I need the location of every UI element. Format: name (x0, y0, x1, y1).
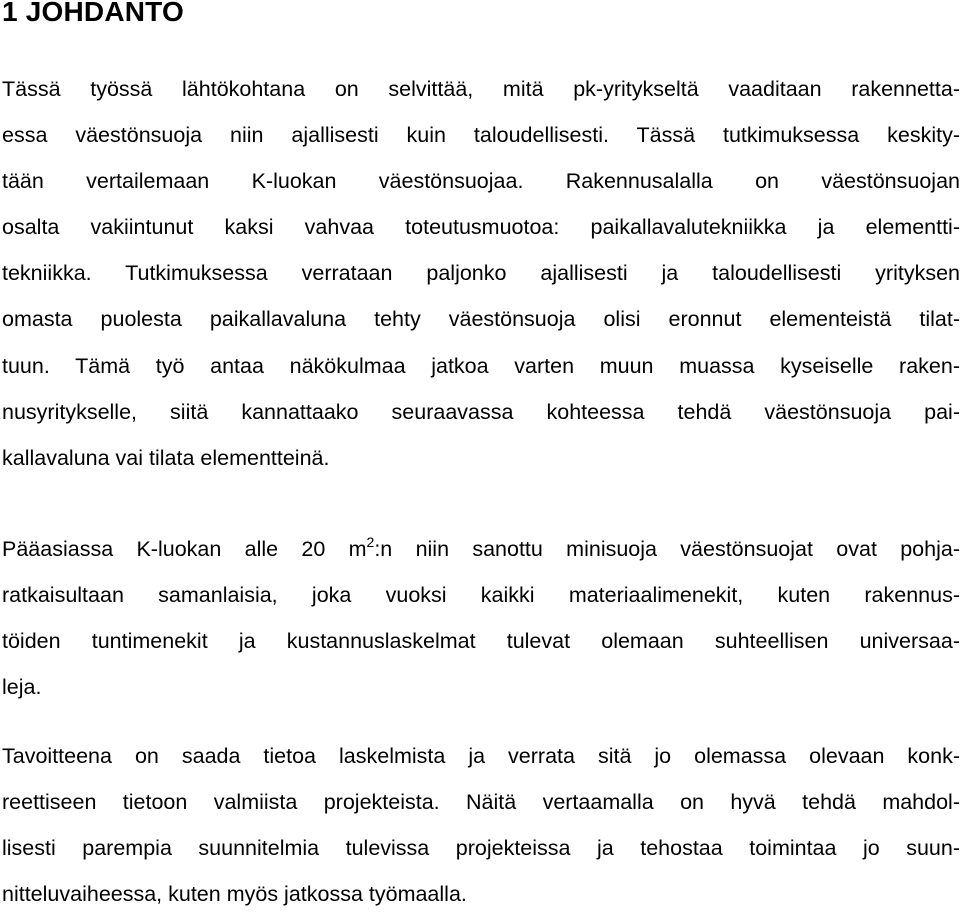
text-run: Pääasiassa K-luokan alle 20 m (2, 537, 367, 561)
text-line-with-superscript (2, 526, 960, 572)
text-line: nusyritykselle, siitä kannattaako seuraavassa kohteessa tehdä väestönsuoja pai- (2, 399, 960, 424)
paragraph-3 (2, 733, 960, 917)
text-line: lisesti parempia suunnitelmia tulevissa projekteissa ja tehostaa toimintaa jo suun- (2, 836, 960, 861)
text-line: osalta vakiintunut kaksi vahvaa toteutusmuotoa: paikallavalutekniikka ja elementti- (2, 215, 960, 240)
paragraph-1 (2, 66, 960, 481)
text-line: tään vertailemaan K-luokan väestönsuojaa. Rakennusalalla on väestönsuojan (2, 169, 960, 194)
text-line: tekniikka. Tutkimuksessa verrataan paljonko ajallisesti ja taloudellisesti yrityksen (2, 261, 960, 286)
text-line: tuun. Tämä työ antaa näkökulmaa jatkoa varten muun muassa kyseiselle raken- (2, 353, 960, 378)
text-line: ratkaisultaan samanlaisia, joka vuoksi kaikki materiaalimenekit, kuten rakennus- (2, 583, 960, 608)
text-line: essa väestönsuoja niin ajallisesti kuin taloudellisesti. Tässä tutkimuksessa keskity- (2, 123, 960, 148)
text-line: nitteluvaiheessa, kuten myös jatkossa työmaalla. (2, 882, 467, 907)
text-line: reettiseen tietoon valmiista projekteista. Näitä vertaamalla on hyvä tehdä mahdol- (2, 790, 960, 815)
text-line: töiden tuntimenekit ja kustannuslaskelmat tulevat olemaan suhteellisen universaa- (2, 629, 960, 654)
text-line: Tässä työssä lähtökohtana on selvittää, mitä pk-yritykseltä vaaditaan rakennetta- (2, 77, 960, 101)
superscript: 2 (366, 534, 375, 550)
text-line: omasta puolesta paikallavaluna tehty väestönsuoja olisi eronnut elementeistä tilat- (2, 307, 960, 332)
text-run: :n niin sanottu minisuoja väestönsuojat ovat pohja- (374, 537, 960, 561)
text-line: leja. (2, 675, 42, 700)
text-line: Tavoitteena on saada tietoa laskelmista ja verrata sitä jo olemassa olevaan konk- (2, 744, 960, 768)
paragraph-2 (2, 526, 960, 710)
text-line: kallavaluna vai tilata elementteinä. (2, 445, 330, 470)
section-heading: 1 JOHDANTO (2, 0, 184, 27)
